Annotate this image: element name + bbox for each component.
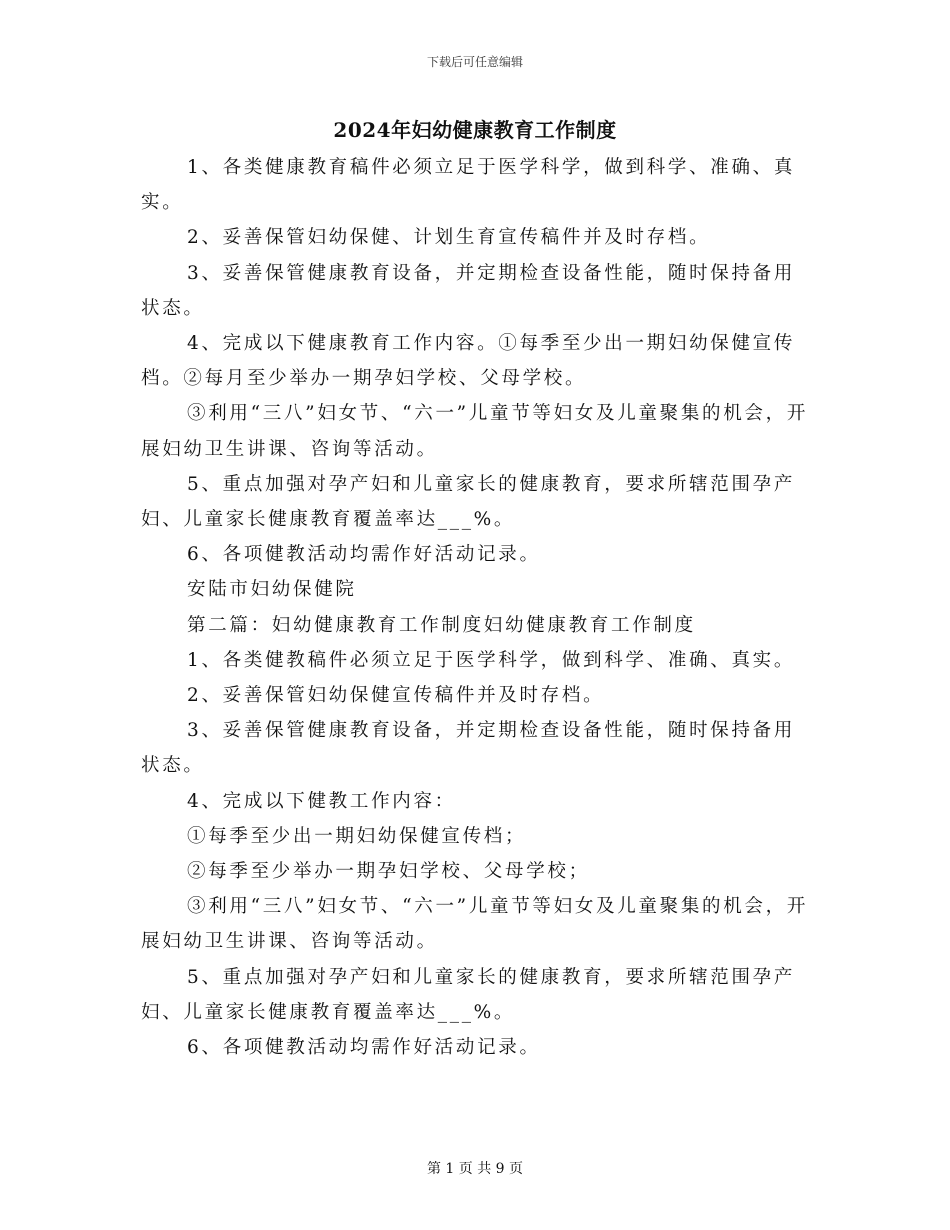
section-heading: 第二篇：妇幼健康教育工作制度妇幼健康教育工作制度	[187, 614, 696, 636]
paragraph: ③利用“三八”妇女节、“六一”儿童节等妇女及儿童聚集的机会，开展妇幼卫生讲课、咨询等活动。	[141, 403, 809, 460]
paragraph: 4、完成以下健教工作内容：	[187, 790, 456, 812]
paragraph: 1、各类健康教育稿件必须立足于医学科学，做到科学、准确、真实。	[141, 157, 796, 214]
paragraph: 2、妥善保管妇幼保健、计划生育宣传稿件并及时存档。	[187, 227, 711, 249]
list-item: ①每季至少出一期妇幼保健宣传档；	[187, 825, 527, 847]
paragraph: 4、完成以下健康教育工作内容。①每季至少出一期妇幼保健宣传档。②每月至少举办一期孕妇学校、父母学校。	[141, 333, 796, 390]
organization-name: 安陆市妇幼保健院	[187, 579, 357, 601]
paragraph: 5、重点加强对孕产妇和儿童家长的健康教育，要求所辖范围孕产妇、儿童家长健康教育覆盖率达___%。	[141, 473, 796, 531]
paragraph: 3、妥善保管健康教育设备，并定期检查设备性能，随时保持备用状态。	[141, 262, 796, 319]
document-title: 2024年妇幼健康教育工作制度	[333, 118, 617, 142]
paragraph: 5、重点加强对孕产妇和儿童家长的健康教育，要求所辖范围孕产妇、儿童家长健康教育覆盖率达___%。	[141, 966, 796, 1023]
list-item: ③利用“三八”妇女节、“六一”儿童节等妇女及儿童聚集的机会，开展妇幼卫生讲课、咨询等活动。	[141, 896, 809, 953]
page-indicator: 第 1 页 共 9 页	[426, 1161, 524, 1177]
page-header-note: 下载后可任意编辑	[426, 55, 523, 69]
paragraph: 3、妥善保管健康教育设备，并定期检查设备性能，随时保持备用状态。	[141, 720, 796, 777]
paragraph: 6、各项健教活动均需作好活动记录。	[187, 1037, 541, 1059]
paragraph: 2、妥善保管妇幼保健宣传稿件并及时存档。	[187, 685, 605, 707]
document-body	[141, 150, 809, 1065]
paragraph: 1、各类健教稿件必须立足于医学科学，做到科学、准确、真实。	[187, 649, 796, 671]
list-item: ②每季至少举办一期孕妇学校、父母学校；	[187, 861, 590, 883]
paragraph: 6、各项健教活动均需作好活动记录。	[187, 544, 541, 566]
